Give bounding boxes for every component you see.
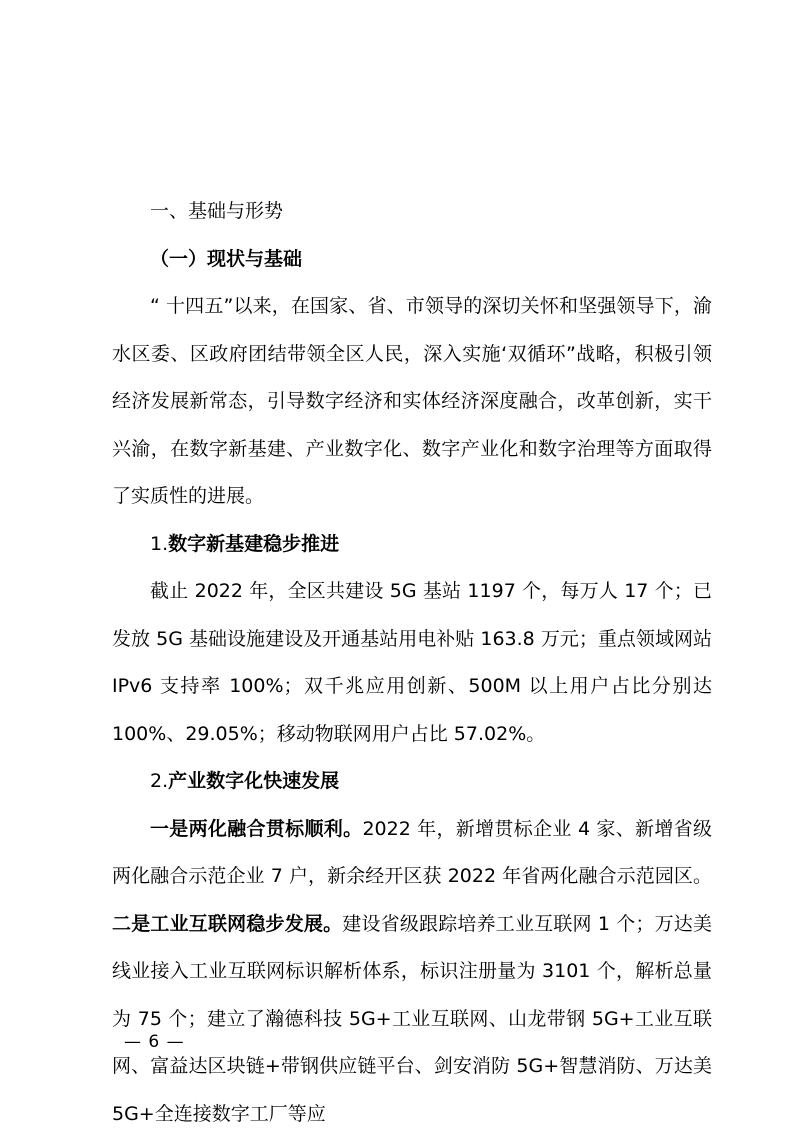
subsection-number: 2.: [150, 770, 168, 792]
subsection-heading-2: [112, 758, 712, 806]
page-number: — 6 —: [124, 1030, 185, 1054]
section-heading-level2: （一）现状与基础: [112, 236, 712, 284]
point-1-text: 2022 年，新增贯标企业 4 家、新增省级两化融合示范企业 7 户，新余经开区获 2022 年省两化融合示范园区。: [112, 818, 712, 888]
intro-paragraph: “ 十四五”以来，在国家、省、市领导的深切关怀和坚强领导下，渝水区委、区政府团结带领全区人民，深入实施‘双循环”战略，积极引领经济发展新常态，引导数字经济和实体经济深度融合，改革创新，实干兴渝，在数字新基建、产业数字化、数字产业化和数字治理等方面取得了实质性的进展。: [112, 283, 712, 521]
subsection-heading-1: [112, 521, 712, 569]
document-body: [112, 188, 712, 1138]
subsection-1-paragraph: 截止 2022 年，全区共建设 5G 基站 1197 个，每万人 17 个；已发放 5G 基础设施建设及开通基站用电补贴 163.8 万元；重点领域网站 IPv6 支持率 100%；双千兆应用创新、500M 以上用户占比分别达 100%、29.05%；移动物联网用户占比 57.02%。: [112, 568, 712, 758]
section-heading-level1: 一、基础与形势: [112, 188, 712, 236]
subsection-title: 产业数字化快速发展: [168, 770, 339, 792]
subsection-title: 数字新基建稳步推进: [168, 533, 339, 555]
subsection-number: 1.: [150, 533, 168, 555]
subsection-2-paragraph: [112, 806, 712, 1138]
point-1-title: 一是两化融合贯标顺利。: [150, 818, 362, 840]
point-2-title: 二是工业互联网稳步发展。: [112, 913, 342, 935]
point-2-text: 建设省级跟踪培养工业互联网 1 个；万达美线业接入工业互联网标识解析体系，标识注册量为 3101 个，解析总量为 75 个；建立了瀚德科技 5G+工业互联网、山龙带钢 5G+工业互联网、富益达区块链+带钢供应链平台、剑安消防 5G+智慧消防、万达美 5G+全连接数字工厂等应: [112, 913, 712, 1125]
